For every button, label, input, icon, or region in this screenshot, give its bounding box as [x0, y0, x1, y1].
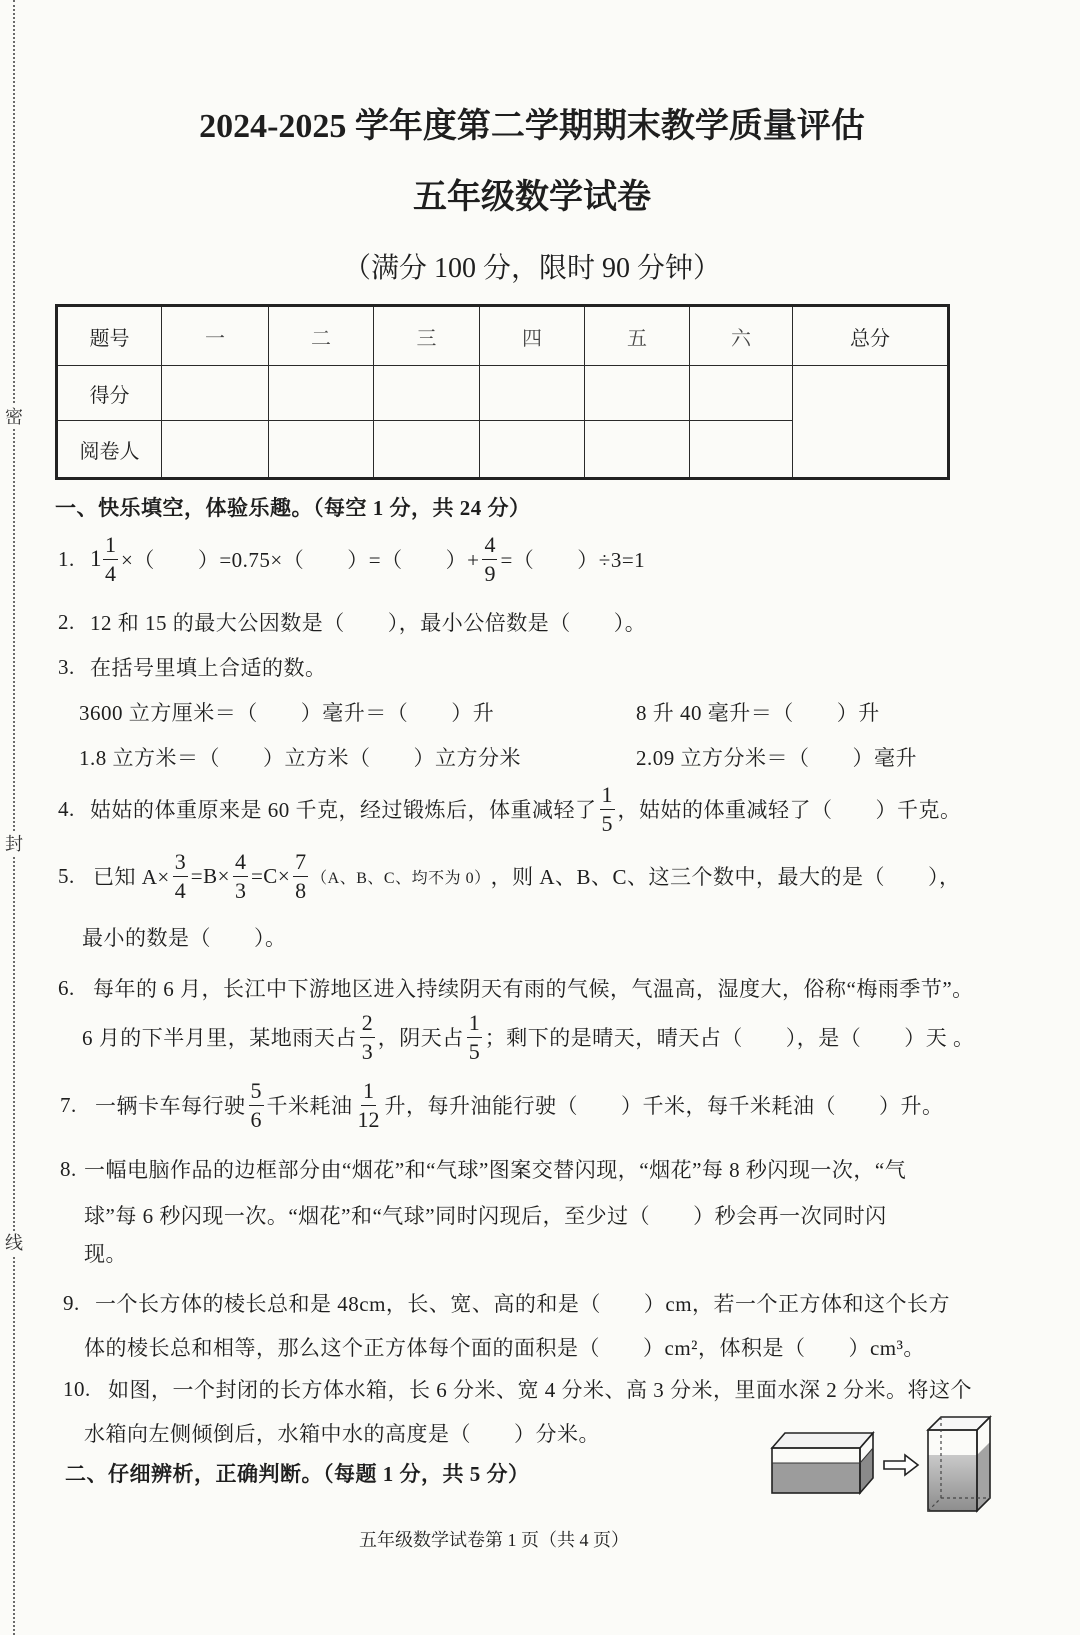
fraction — [360, 1009, 375, 1064]
question-6-continued — [82, 1009, 975, 1065]
water-tank-figure — [765, 1410, 995, 1520]
question-8-continued — [84, 1225, 127, 1281]
question-text: 水箱向左侧倾倒后，水箱中水的高度是（ ）分米。 — [84, 1422, 600, 1446]
question-1 — [58, 531, 645, 587]
fraction-numerator: 5 — [249, 1080, 264, 1106]
question-text: 现。 — [84, 1242, 127, 1266]
question-text: 一幅电脑作品的边框部分由“烟花”和“气球”图案交替闪现，“烟花”每 8 秒闪现一次，“气 — [84, 1158, 907, 1182]
score-table-header: 五 — [585, 306, 690, 366]
question-number: 9. — [63, 1290, 80, 1315]
fraction — [482, 531, 497, 586]
question-text: 升，每升油能行驶（ ）千米，每千米耗油（ ）升。 — [384, 1094, 944, 1118]
question-item-text: 3600 立方厘米＝（ ）毫升＝（ ）升 — [79, 701, 495, 725]
section-2-heading: 二、仔细辨析，正确判断。（每题 1 分，共 5 分） — [65, 1462, 530, 1486]
question-text: 球”每 6 秒闪现一次。“烟花”和“气球”同时闪现后，至少过（ ）秒会再一次同时闪 — [84, 1204, 887, 1228]
score-cell — [480, 366, 585, 421]
score-cell — [690, 366, 793, 421]
question-number: 3. — [58, 654, 75, 679]
fraction-denominator: 3 — [234, 877, 246, 903]
question-text: 千米耗油 — [266, 1094, 353, 1118]
question-number: 5. — [58, 863, 75, 888]
question-text: 已知 A× — [93, 865, 170, 889]
grader-cell — [162, 421, 269, 479]
grader-cell — [585, 421, 690, 479]
fraction — [356, 1077, 382, 1132]
exam-title: 2024-2025 学年度第二学期期末教学质量评估 — [199, 108, 865, 145]
question-number: 7. — [60, 1092, 77, 1117]
question-text: 在括号里填上合适的数。 — [90, 656, 327, 680]
question-text: 一个长方体的棱长总和是 48cm，长、宽、高的和是（ ）cm，若一个正方体和这个长方 — [95, 1292, 951, 1316]
question-text: 体的棱长总和相等，那么这个正方体每个面的面积是（ ）cm²，体积是（ ）cm³。 — [84, 1336, 925, 1360]
question-number: 1. — [58, 546, 75, 571]
fraction — [233, 848, 248, 903]
seal-char-xian: 线 — [5, 1233, 23, 1253]
fraction-denominator: 5 — [601, 810, 613, 836]
question-number: 4. — [58, 796, 75, 821]
exam-note: （满分 100 分，限时 90 分钟） — [342, 253, 721, 284]
score-cell — [585, 366, 690, 421]
score-cell — [374, 366, 480, 421]
section-1-heading: 一、快乐填空，体验乐趣。（每空 1 分，共 24 分） — [55, 496, 531, 520]
question-item-text: 1.8 立方米＝（ ）立方米（ ）立方分米 — [79, 746, 521, 770]
question-text: ，阴天占 — [377, 1026, 464, 1050]
exam-subtitle: 五年级数学试卷 — [413, 179, 651, 216]
grader-row-label: 阅卷人 — [57, 421, 162, 479]
fraction-numerator: 1 — [600, 784, 615, 810]
score-table-header: 题号 — [57, 306, 162, 366]
tank-before-figure — [772, 1433, 873, 1493]
fraction-numerator: 7 — [293, 851, 308, 877]
question-text: ，则 A、B、C、这三个数中，最大的是（ ）， — [490, 865, 961, 889]
fraction-denominator: 9 — [484, 560, 496, 586]
question-3-item — [79, 729, 521, 785]
tank-after-figure — [928, 1417, 990, 1511]
question-condition-note: （A、B、C、均不为 0） — [311, 869, 491, 887]
question-text: 最小的数是（ ）。 — [82, 926, 287, 950]
total-score-cell — [793, 366, 949, 479]
question-text: =（ ）÷3=1 — [500, 548, 646, 572]
question-3-item — [636, 729, 917, 785]
fraction-numerator: 3 — [173, 851, 188, 877]
fraction — [103, 531, 118, 586]
question-text: 6 月的下半月里，某地雨天占 — [82, 1026, 357, 1050]
seal-dotted-line — [13, 0, 15, 1635]
question-text: =B× — [190, 863, 230, 888]
score-table — [55, 304, 950, 480]
fraction-denominator: 6 — [250, 1106, 262, 1132]
score-table-header: 总分 — [793, 306, 949, 366]
grader-cell — [480, 421, 585, 479]
score-row-label: 得分 — [57, 366, 162, 421]
fraction-numerator: 4 — [482, 534, 497, 560]
fraction — [467, 1009, 482, 1064]
score-table-header: 四 — [480, 306, 585, 366]
grader-cell — [374, 421, 480, 479]
fraction-numerator: 1 — [103, 534, 118, 560]
question-7 — [60, 1077, 944, 1133]
question-text: ；剩下的是晴天，晴天占（ ），是（ ）天 。 — [484, 1026, 975, 1050]
question-4 — [58, 781, 962, 837]
score-table-header: 一 — [162, 306, 269, 366]
question-5-continued — [82, 909, 287, 965]
score-table-header: 六 — [690, 306, 793, 366]
fraction-numerator: 2 — [360, 1012, 375, 1038]
grader-cell — [269, 421, 374, 479]
fraction — [173, 848, 188, 903]
fraction-numerator: 1 — [467, 1012, 482, 1038]
right-arrow-icon — [884, 1455, 918, 1475]
question-text: 姑姑的体重原来是 60 千克，经过锻炼后，体重减轻了 — [90, 798, 597, 822]
question-5 — [58, 848, 961, 904]
question-8-continued — [84, 1187, 887, 1243]
score-table-header: 三 — [374, 306, 480, 366]
question-number: 6. — [58, 975, 75, 1000]
fraction — [600, 781, 615, 836]
question-number: 2. — [58, 609, 75, 634]
question-item-text: 2.09 立方分米＝（ ）毫升 — [636, 746, 917, 770]
question-6 — [58, 960, 974, 1016]
score-cell — [162, 366, 269, 421]
seal-char-feng: 封 — [5, 834, 23, 854]
question-number: 8. — [60, 1156, 77, 1181]
fraction — [293, 848, 308, 903]
fraction-denominator: 3 — [361, 1038, 373, 1064]
grader-cell — [690, 421, 793, 479]
fraction-numerator: 1 — [361, 1080, 376, 1106]
fraction-numerator: 4 — [233, 851, 248, 877]
score-row — [57, 366, 949, 421]
score-table-header-row — [57, 306, 949, 366]
fraction-denominator: 5 — [468, 1038, 480, 1064]
question-item-text: 8 升 40 毫升＝（ ）升 — [636, 701, 880, 725]
question-text: 一辆卡车每行驶 — [95, 1094, 246, 1118]
fraction-denominator: 8 — [295, 877, 307, 903]
question-text: 12 和 15 的最大公因数是（ ），最小公倍数是（ ）。 — [90, 611, 647, 635]
question-text: =C× — [250, 863, 291, 888]
fraction-denominator: 12 — [357, 1106, 380, 1132]
fraction — [249, 1077, 264, 1132]
fraction-denominator: 4 — [105, 560, 116, 586]
seal-char-mi: 密 — [5, 407, 23, 427]
question-number: 10. — [63, 1376, 91, 1401]
mixed-number-whole: 1 — [90, 546, 102, 571]
question-text: ×（ ）=0.75×（ ）=（ ）+ — [121, 548, 480, 572]
page-footer: 五年级数学试卷第 1 页（共 4 页） — [359, 1530, 629, 1550]
question-text: 如图，一个封闭的长方体水箱，长 6 分米、宽 4 分米、高 3 分米，里面水深 2 分米。将这个 — [108, 1378, 972, 1402]
score-table-header: 二 — [269, 306, 374, 366]
question-text: ，姑姑的体重减轻了（ ）千克。 — [617, 798, 962, 822]
question-text: 每年的 6 月，长江中下游地区进入持续阴天有雨的气候，气温高，湿度大，俗称“梅雨季节”。 — [93, 977, 974, 1001]
fraction-denominator: 4 — [174, 877, 186, 903]
score-cell — [269, 366, 374, 421]
